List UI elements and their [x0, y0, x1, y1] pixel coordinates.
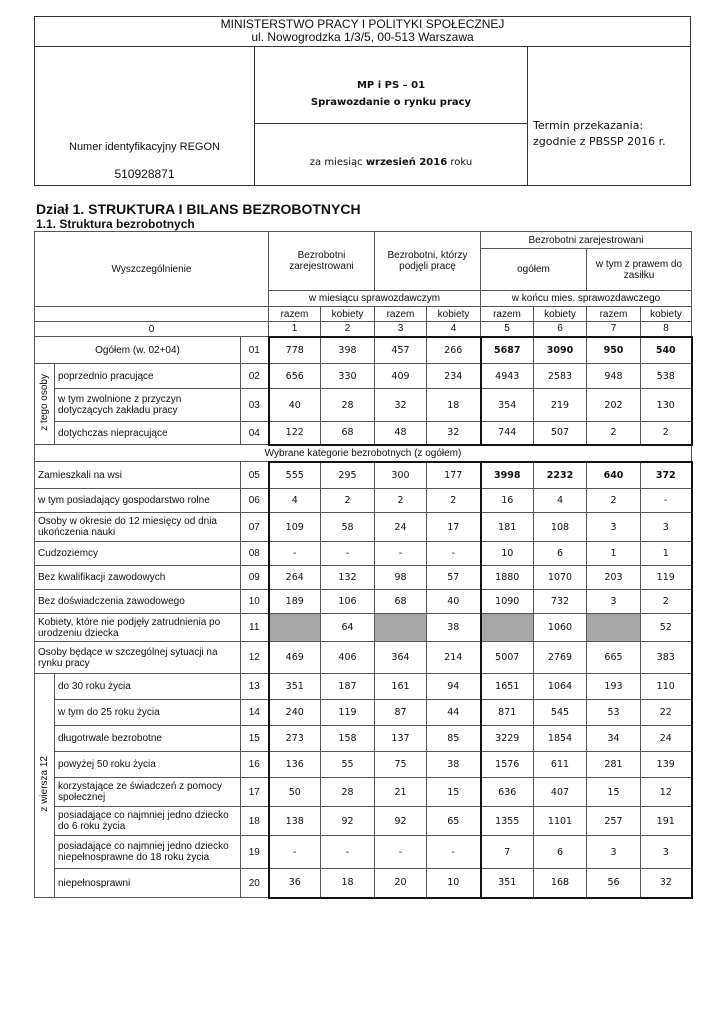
cell-value: 507 [534, 422, 587, 445]
cell-value: 56 [587, 869, 641, 898]
column-number: 5 [481, 322, 534, 337]
cell-value: 203 [587, 566, 641, 590]
ministry-name: MINISTERSTWO PRACY I POLITYKI SPOŁECZNEJ [220, 17, 505, 31]
cell-value: 409 [375, 364, 427, 389]
table-row [35, 422, 692, 445]
row-label: Bez doświadczenia zawodowego [35, 590, 241, 614]
cell-value: 119 [321, 700, 375, 726]
cell-value: 871 [481, 700, 534, 726]
header-razem: razem [481, 307, 534, 322]
cell-value: 130 [641, 389, 692, 422]
cell-value: 1064 [534, 674, 587, 700]
cell-value: 950 [587, 337, 641, 364]
header-kobiety: kobiety [321, 307, 375, 322]
cell-value: 17 [427, 513, 481, 542]
table-row [35, 566, 692, 590]
cell-value: 2 [641, 422, 692, 445]
table-row [35, 642, 692, 674]
cell-value: 744 [481, 422, 534, 445]
cell-value: 372 [641, 462, 692, 489]
cell-value: 38 [427, 614, 481, 642]
cell-value: 257 [587, 807, 641, 836]
cell-value: 52 [641, 614, 692, 642]
column-number: 0 [35, 322, 269, 337]
cell-value: 354 [481, 389, 534, 422]
cell-value: 15 [587, 778, 641, 807]
cell-value: - [321, 542, 375, 566]
row-number: 11 [241, 614, 269, 642]
cell-value: 18 [427, 389, 481, 422]
period-month: wrzesień 2016 [365, 157, 448, 168]
table-row [35, 389, 692, 422]
table-row [35, 869, 692, 898]
cell-value: 214 [427, 642, 481, 674]
cell-value: 177 [427, 462, 481, 489]
cell-value: 4943 [481, 364, 534, 389]
deadline-cell [527, 47, 691, 186]
header-kobiety: kobiety [641, 307, 692, 322]
cell-value: - [641, 489, 692, 513]
cell-value: 364 [375, 642, 427, 674]
cell-value: 2 [321, 489, 375, 513]
cell-value: 168 [534, 869, 587, 898]
header-razem: razem [269, 307, 321, 322]
cell-value: 640 [587, 462, 641, 489]
row-label: Bez kwalifikacji zawodowych [35, 566, 241, 590]
cell-value: 2 [427, 489, 481, 513]
cell-value: 109 [269, 513, 321, 542]
row-number: 19 [241, 836, 269, 869]
cell-value: 540 [641, 337, 692, 364]
cell-value: 50 [269, 778, 321, 807]
table-row [35, 542, 692, 566]
cell-value: 3998 [481, 462, 534, 489]
cell-value: 2583 [534, 364, 587, 389]
row-number: 01 [241, 337, 269, 364]
table-row [35, 462, 692, 489]
row-number: 04 [241, 422, 269, 445]
cell-value: 5007 [481, 642, 534, 674]
cell-value: 68 [375, 590, 427, 614]
cell-value: 778 [269, 337, 321, 364]
header-razem: razem [375, 307, 427, 322]
row-label: w tym do 25 roku życia [55, 700, 241, 726]
cell-value: 108 [534, 513, 587, 542]
row-number: 20 [241, 869, 269, 898]
row-label: Cudzoziemcy [35, 542, 241, 566]
cell-value [587, 614, 641, 642]
regon-cell [35, 47, 255, 186]
cell-value: 22 [641, 700, 692, 726]
header-employed [375, 232, 481, 291]
cell-value: 122 [269, 422, 321, 445]
row-label: posiadające co najmniej jedno dziecko do 6 roku życia [55, 807, 241, 836]
cell-value: 94 [427, 674, 481, 700]
cell-value: 98 [375, 566, 427, 590]
cell-value: 611 [534, 752, 587, 778]
group-z-wiersza-label: z wiersza 12 [39, 756, 50, 812]
cell-value: 136 [269, 752, 321, 778]
cell-value: 138 [269, 807, 321, 836]
cell-value: 3 [587, 513, 641, 542]
row-label: Ogółem (w. 02+04) [35, 337, 241, 364]
cell-value: 219 [534, 389, 587, 422]
period-suffix: roku [447, 157, 473, 168]
header-registered-label: Bezrobotni zarejestrowani [289, 250, 354, 272]
cell-value: 948 [587, 364, 641, 389]
cell-value: 28 [321, 389, 375, 422]
cell-value: 1651 [481, 674, 534, 700]
form-name: Sprawozdanie o rynku pracy [310, 97, 472, 108]
row-number: 14 [241, 700, 269, 726]
header-description [35, 232, 269, 307]
row-label: do 30 roku życia [55, 674, 241, 700]
header-registered-right-label: Bezrobotni zarejestrowani [528, 234, 644, 246]
row-number: 15 [241, 726, 269, 752]
cell-value: 21 [375, 778, 427, 807]
row-label: dotychczas niepracujące [55, 422, 241, 445]
cell-value: 36 [269, 869, 321, 898]
cell-value: 119 [641, 566, 692, 590]
row-number: 05 [241, 462, 269, 489]
structure-table [34, 231, 693, 899]
cell-value: 3229 [481, 726, 534, 752]
cell-value: 1355 [481, 807, 534, 836]
cell-value: 407 [534, 778, 587, 807]
cell-value: 139 [641, 752, 692, 778]
form-code: MP i PS – 01 [356, 80, 426, 91]
ministry-block [35, 17, 690, 47]
header-registered [269, 232, 375, 291]
table-row [35, 752, 692, 778]
cell-value: 181 [481, 513, 534, 542]
cell-value: 10 [481, 542, 534, 566]
cell-value: 75 [375, 752, 427, 778]
row-number: 06 [241, 489, 269, 513]
cell-value: 68 [321, 422, 375, 445]
column-number: 4 [427, 322, 481, 337]
deadline-value: zgodnie z PBSSP 2016 r. [533, 135, 666, 148]
cell-value: 1 [587, 542, 641, 566]
cell-value: 32 [375, 389, 427, 422]
row-label: Zamieszkali na wsi [35, 462, 241, 489]
row-number: 02 [241, 364, 269, 389]
column-number: 7 [587, 322, 641, 337]
group-z-tego [35, 364, 55, 445]
cell-value: 2 [587, 489, 641, 513]
table-row [35, 836, 692, 869]
cell-value: 20 [375, 869, 427, 898]
cell-value: 7 [481, 836, 534, 869]
column-number: 1 [269, 322, 321, 337]
cell-value: 18 [321, 869, 375, 898]
cell-value: 545 [534, 700, 587, 726]
cell-value: 189 [269, 590, 321, 614]
cell-value: 85 [427, 726, 481, 752]
row-label: niepełnosprawni [55, 869, 241, 898]
row-number: 08 [241, 542, 269, 566]
cell-value: 48 [375, 422, 427, 445]
cell-value: 406 [321, 642, 375, 674]
header-kobiety: kobiety [534, 307, 587, 322]
cell-value: 40 [427, 590, 481, 614]
section-subtitle: 1.1. Struktura bezrobotnych [36, 217, 195, 231]
cell-value: 32 [427, 422, 481, 445]
row-label: poprzednio pracujące [55, 364, 241, 389]
cell-value: 132 [321, 566, 375, 590]
period-line [255, 157, 527, 168]
cell-value: 65 [427, 807, 481, 836]
row-label: Osoby będące w szczególnej sytuacji na rynku pracy [35, 642, 241, 674]
cell-value: 4 [534, 489, 587, 513]
cell-value: 2232 [534, 462, 587, 489]
cell-value: 1090 [481, 590, 534, 614]
header-total [481, 249, 587, 291]
table-row [35, 489, 692, 513]
row-label: w tym zwolnione z przyczyn dotyczących zakładu pracy [55, 389, 241, 422]
header-blank [35, 307, 269, 322]
cell-value: 10 [427, 869, 481, 898]
table-row [35, 807, 692, 836]
header-end-month [481, 291, 692, 307]
cell-value: 34 [587, 726, 641, 752]
row-number: 16 [241, 752, 269, 778]
header-registered-right [481, 232, 692, 249]
cell-value: 665 [587, 642, 641, 674]
column-number: 6 [534, 322, 587, 337]
table-row [35, 778, 692, 807]
table-row [35, 674, 692, 700]
group-z-tego-label: z tego osoby [39, 374, 50, 431]
cell-value: 457 [375, 337, 427, 364]
cell-value: 351 [481, 869, 534, 898]
cell-value: 1101 [534, 807, 587, 836]
cell-value: 158 [321, 726, 375, 752]
form-id-cell [255, 47, 527, 124]
cell-value: 1 [641, 542, 692, 566]
cell-value: 1880 [481, 566, 534, 590]
column-number: 2 [321, 322, 375, 337]
cell-value: 266 [427, 337, 481, 364]
deadline-label: Termin przekazania: [533, 119, 644, 132]
cell-value: 110 [641, 674, 692, 700]
cell-value: 656 [269, 364, 321, 389]
cell-value: - [269, 836, 321, 869]
cell-value: 2 [641, 590, 692, 614]
row-label: Kobiety, które nie podjęły zatrudnienia po urodzeniu dziecka [35, 614, 241, 642]
cell-value: 2 [375, 489, 427, 513]
row-number: 17 [241, 778, 269, 807]
cell-value: 2769 [534, 642, 587, 674]
row-number: 10 [241, 590, 269, 614]
cell-value: 1060 [534, 614, 587, 642]
row-number: 18 [241, 807, 269, 836]
cell-value: 330 [321, 364, 375, 389]
cell-value: 40 [269, 389, 321, 422]
cell-value: 64 [321, 614, 375, 642]
cell-value: 264 [269, 566, 321, 590]
header-employed-label: Bezrobotni, którzy podjęli pracę [387, 250, 468, 272]
header-end-month-label: w końcu mies. sprawozdawczego [511, 293, 661, 304]
cell-value: 202 [587, 389, 641, 422]
header-razem: razem [587, 307, 641, 322]
cell-value: 3090 [534, 337, 587, 364]
table-row [35, 614, 692, 642]
row-label: korzystające ze świadczeń z pomocy społecznej [55, 778, 241, 807]
cell-value: 300 [375, 462, 427, 489]
cell-value: 38 [427, 752, 481, 778]
cell-value: 58 [321, 513, 375, 542]
cell-value: 6 [534, 542, 587, 566]
cell-value: 5687 [481, 337, 534, 364]
cell-value: 44 [427, 700, 481, 726]
cell-value: - [269, 542, 321, 566]
cell-value: 106 [321, 590, 375, 614]
cell-value: 1070 [534, 566, 587, 590]
period-cell [255, 124, 527, 186]
cell-value: 57 [427, 566, 481, 590]
cell-value: - [375, 542, 427, 566]
row-number: 03 [241, 389, 269, 422]
period-prefix: za miesiąc [309, 157, 366, 168]
cell-value: - [427, 542, 481, 566]
cell-value: 87 [375, 700, 427, 726]
regon-label: Numer identyfikacyjny REGON [69, 141, 220, 153]
table-row [35, 513, 692, 542]
row-number: 07 [241, 513, 269, 542]
cell-value: 2 [587, 422, 641, 445]
cell-value: 55 [321, 752, 375, 778]
cell-value: 3 [587, 836, 641, 869]
ministry-address: ul. Nowogrodzka 1/3/5, 00-513 Warszawa [251, 30, 474, 44]
row-number: 12 [241, 642, 269, 674]
column-number: 3 [375, 322, 427, 337]
column-number: 8 [641, 322, 692, 337]
cell-value [481, 614, 534, 642]
cell-value: 53 [587, 700, 641, 726]
cell-value: 92 [321, 807, 375, 836]
cell-value: 137 [375, 726, 427, 752]
table-row [35, 337, 692, 364]
row-label: w tym posiadający gospodarstwo rolne [35, 489, 241, 513]
cell-value [269, 614, 321, 642]
row-number: 09 [241, 566, 269, 590]
form-header [34, 16, 691, 186]
cell-value: 3 [587, 590, 641, 614]
cell-value: 351 [269, 674, 321, 700]
row-label: Osoby w okresie do 12 miesięcy od dnia ukończenia nauki [35, 513, 241, 542]
cell-value [375, 614, 427, 642]
section-title: Dział 1. STRUKTURA I BILANS BEZROBOTNYCH [36, 201, 361, 217]
cell-value: - [321, 836, 375, 869]
cell-value: 28 [321, 778, 375, 807]
cell-value: 24 [641, 726, 692, 752]
cell-value: 161 [375, 674, 427, 700]
row-label: powyżej 50 roku życia [55, 752, 241, 778]
header-benefit [587, 249, 692, 291]
cell-value: - [375, 836, 427, 869]
cell-value: 1576 [481, 752, 534, 778]
row-label: długotrwale bezrobotne [55, 726, 241, 752]
cell-value: 12 [641, 778, 692, 807]
cell-value: 383 [641, 642, 692, 674]
header-benefit-label: w tym z prawem do zasiłku [595, 258, 683, 281]
regon-value: 510928871 [114, 167, 175, 181]
cell-value: 1854 [534, 726, 587, 752]
group-z-wiersza [35, 674, 55, 898]
table-row [35, 590, 692, 614]
cell-value: 193 [587, 674, 641, 700]
row-label: posiadające co najmniej jedno dziecko niepełnosprawne do 18 roku życia [55, 836, 241, 869]
cell-value: 398 [321, 337, 375, 364]
header-total-label: ogółem [517, 264, 550, 275]
cell-value: 234 [427, 364, 481, 389]
cell-value: 32 [641, 869, 692, 898]
cell-value: 469 [269, 642, 321, 674]
header-in-month-label: w miesiącu sprawozdawczym [308, 293, 441, 304]
table-row [35, 700, 692, 726]
cell-value: 240 [269, 700, 321, 726]
cell-value: 295 [321, 462, 375, 489]
cell-value: 732 [534, 590, 587, 614]
cell-value: 6 [534, 836, 587, 869]
cell-value: 3 [641, 513, 692, 542]
cell-value: 191 [641, 807, 692, 836]
header-in-month [269, 291, 481, 307]
cell-value: 24 [375, 513, 427, 542]
row-number: 13 [241, 674, 269, 700]
cell-value: 3 [641, 836, 692, 869]
cell-value: 15 [427, 778, 481, 807]
cell-value: 16 [481, 489, 534, 513]
selected-categories-label: Wybrane kategorie bezrobotnych (z ogółem) [35, 445, 692, 462]
cell-value: 4 [269, 489, 321, 513]
cell-value: 538 [641, 364, 692, 389]
cell-value: 273 [269, 726, 321, 752]
cell-value: - [427, 836, 481, 869]
table-row [35, 726, 692, 752]
cell-value: 187 [321, 674, 375, 700]
cell-value: 636 [481, 778, 534, 807]
header-description-label: Wyszczególnienie [111, 263, 192, 275]
cell-value: 281 [587, 752, 641, 778]
cell-value: 555 [269, 462, 321, 489]
header-kobiety: kobiety [427, 307, 481, 322]
cell-value: 92 [375, 807, 427, 836]
table-row [35, 364, 692, 389]
